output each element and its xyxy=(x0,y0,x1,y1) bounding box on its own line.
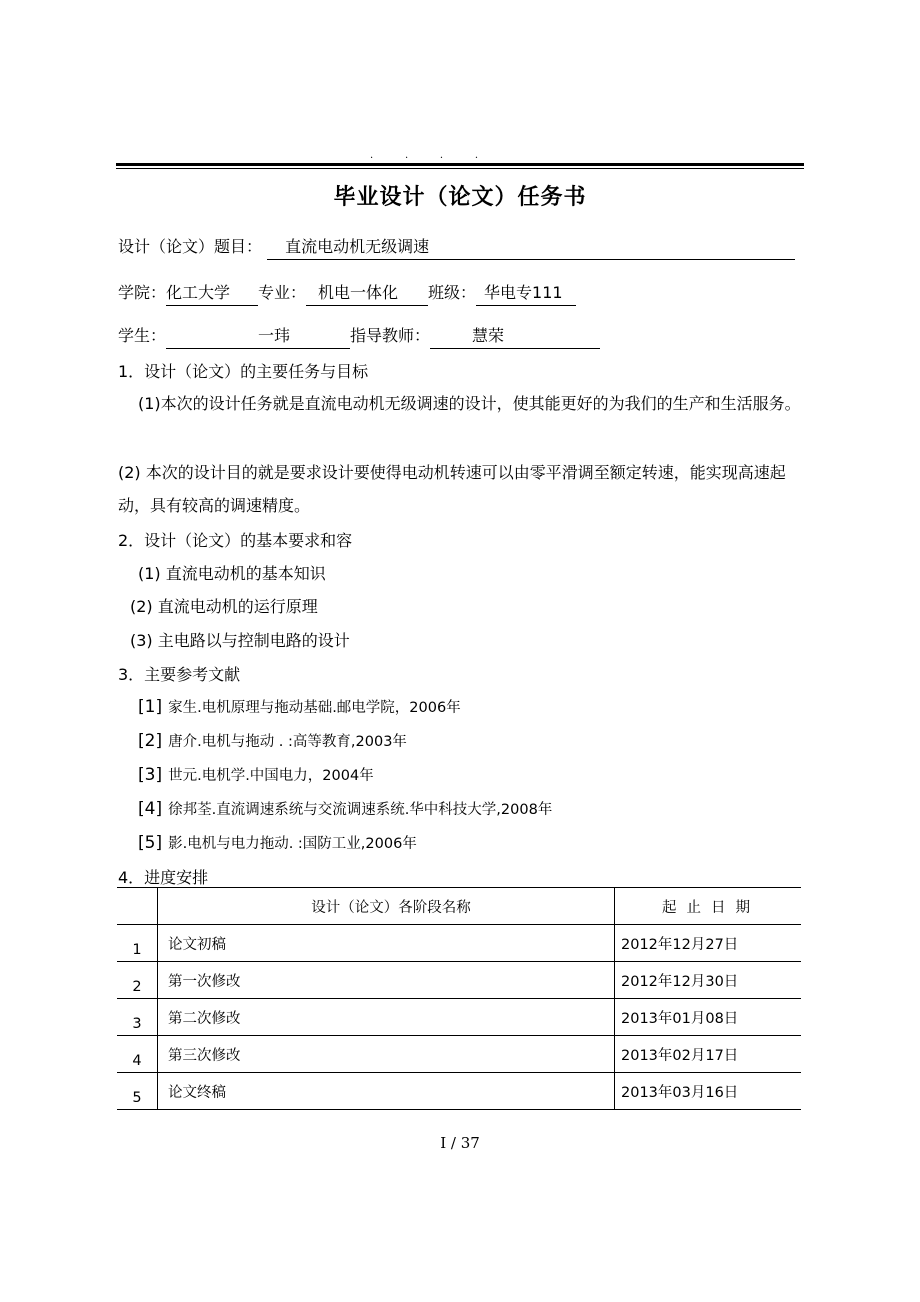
student-value: 一玮 xyxy=(166,323,350,349)
reference-number: [4] xyxy=(138,799,163,819)
row-date: 2012年12月30日 xyxy=(615,962,802,999)
section4-heading: 4．进度安排 xyxy=(118,868,209,887)
row-no: 1 xyxy=(117,925,158,962)
section3-heading: 3．主要参考文献 xyxy=(118,665,241,684)
row-stage: 第一次修改 xyxy=(158,962,615,999)
info-line xyxy=(118,280,576,306)
section2-item-1: (1) 直流电动机的基本知识 xyxy=(138,564,326,583)
reference-5 xyxy=(138,832,417,853)
reference-text: 世元.电机学.中国电力，2004年 xyxy=(168,768,374,784)
topic-value: 直流电动机无级调速 xyxy=(267,234,795,260)
student-label: 学生： xyxy=(118,326,167,345)
reference-text: 徐邦荃.直流调速系统与交流调速系统.华中科技大学,2008年 xyxy=(168,802,553,818)
row-stage: 论文终稿 xyxy=(158,1073,615,1110)
advisor-value: 慧荣 xyxy=(430,323,600,349)
class-value: 华电专111 xyxy=(476,280,576,306)
reference-text: 影.电机与电力拖动. :国防工业,2006年 xyxy=(168,836,417,852)
reference-4 xyxy=(138,798,552,819)
people-line xyxy=(118,323,600,349)
section2-heading: 2．设计（论文）的基本要求和容 xyxy=(118,531,353,550)
college-label: 学院： xyxy=(118,283,167,302)
document-title: 毕业设计（论文）任务书 xyxy=(333,185,587,210)
header-rule-thick xyxy=(116,163,804,166)
major-label: 专业： xyxy=(258,283,307,302)
topic-label: 设计（论文）题目： xyxy=(118,237,263,256)
row-date: 2013年03月16日 xyxy=(615,1073,802,1110)
row-date: 2013年02月17日 xyxy=(615,1036,802,1073)
topic-line xyxy=(118,234,795,260)
schedule-table xyxy=(117,887,801,1110)
college-value: 化工大学 xyxy=(166,280,258,306)
row-stage: 第三次修改 xyxy=(158,1036,615,1073)
header-dots: . . . . xyxy=(370,150,479,161)
header-date: 起止日期 xyxy=(615,888,802,925)
reference-number: [2] xyxy=(138,731,163,751)
table-row xyxy=(117,1036,801,1073)
row-date: 2012年12月27日 xyxy=(615,925,802,962)
row-no: 5 xyxy=(117,1073,158,1110)
row-no: 3 xyxy=(117,999,158,1036)
section2-item-3: (3) 主电路以与控制电路的设计 xyxy=(130,631,350,650)
reference-1 xyxy=(138,696,461,717)
row-stage: 论文初稿 xyxy=(158,925,615,962)
header-no xyxy=(117,888,158,925)
row-no: 4 xyxy=(117,1036,158,1073)
section1-heading: 1．设计（论文）的主要任务与目标 xyxy=(118,362,369,381)
advisor-label: 指导教师： xyxy=(350,326,431,345)
row-date: 2013年01月08日 xyxy=(615,999,802,1036)
header-rule-thin xyxy=(116,168,804,169)
row-stage: 第二次修改 xyxy=(158,999,615,1036)
reference-text: 唐介.电机与拖动 . :高等教育,2003年 xyxy=(168,734,407,750)
page-number: I / 37 xyxy=(440,1134,480,1152)
table-header-row xyxy=(117,888,801,925)
table-row xyxy=(117,962,801,999)
section2-item-2: (2) 直流电动机的运行原理 xyxy=(130,597,318,616)
section1-paragraph-2: (2) 本次的设计目的就是要求设计要使得电动机转速可以由零平滑调至额定转速，能实现高速起动，具有较高的调速精度。 xyxy=(118,463,786,515)
table-row xyxy=(117,999,801,1036)
class-label: 班级： xyxy=(428,283,477,302)
reference-3 xyxy=(138,764,374,785)
section1-paragraph-1: (1)本次的设计任务就是直流电动机无级调速的设计，使其能更好的为我们的生产和生活服务。 xyxy=(138,394,801,413)
reference-number: [3] xyxy=(138,765,163,785)
header-stage: 设计（论文）各阶段名称 xyxy=(158,888,615,925)
table-row xyxy=(117,1073,801,1110)
table-row xyxy=(117,925,801,962)
reference-text: 家生.电机原理与拖动基础.邮电学院，2006年 xyxy=(168,700,461,716)
reference-number: [1] xyxy=(138,697,163,717)
row-no: 2 xyxy=(117,962,158,999)
reference-number: [5] xyxy=(138,833,163,853)
reference-2 xyxy=(138,730,407,751)
major-value: 机电一体化 xyxy=(306,280,428,306)
